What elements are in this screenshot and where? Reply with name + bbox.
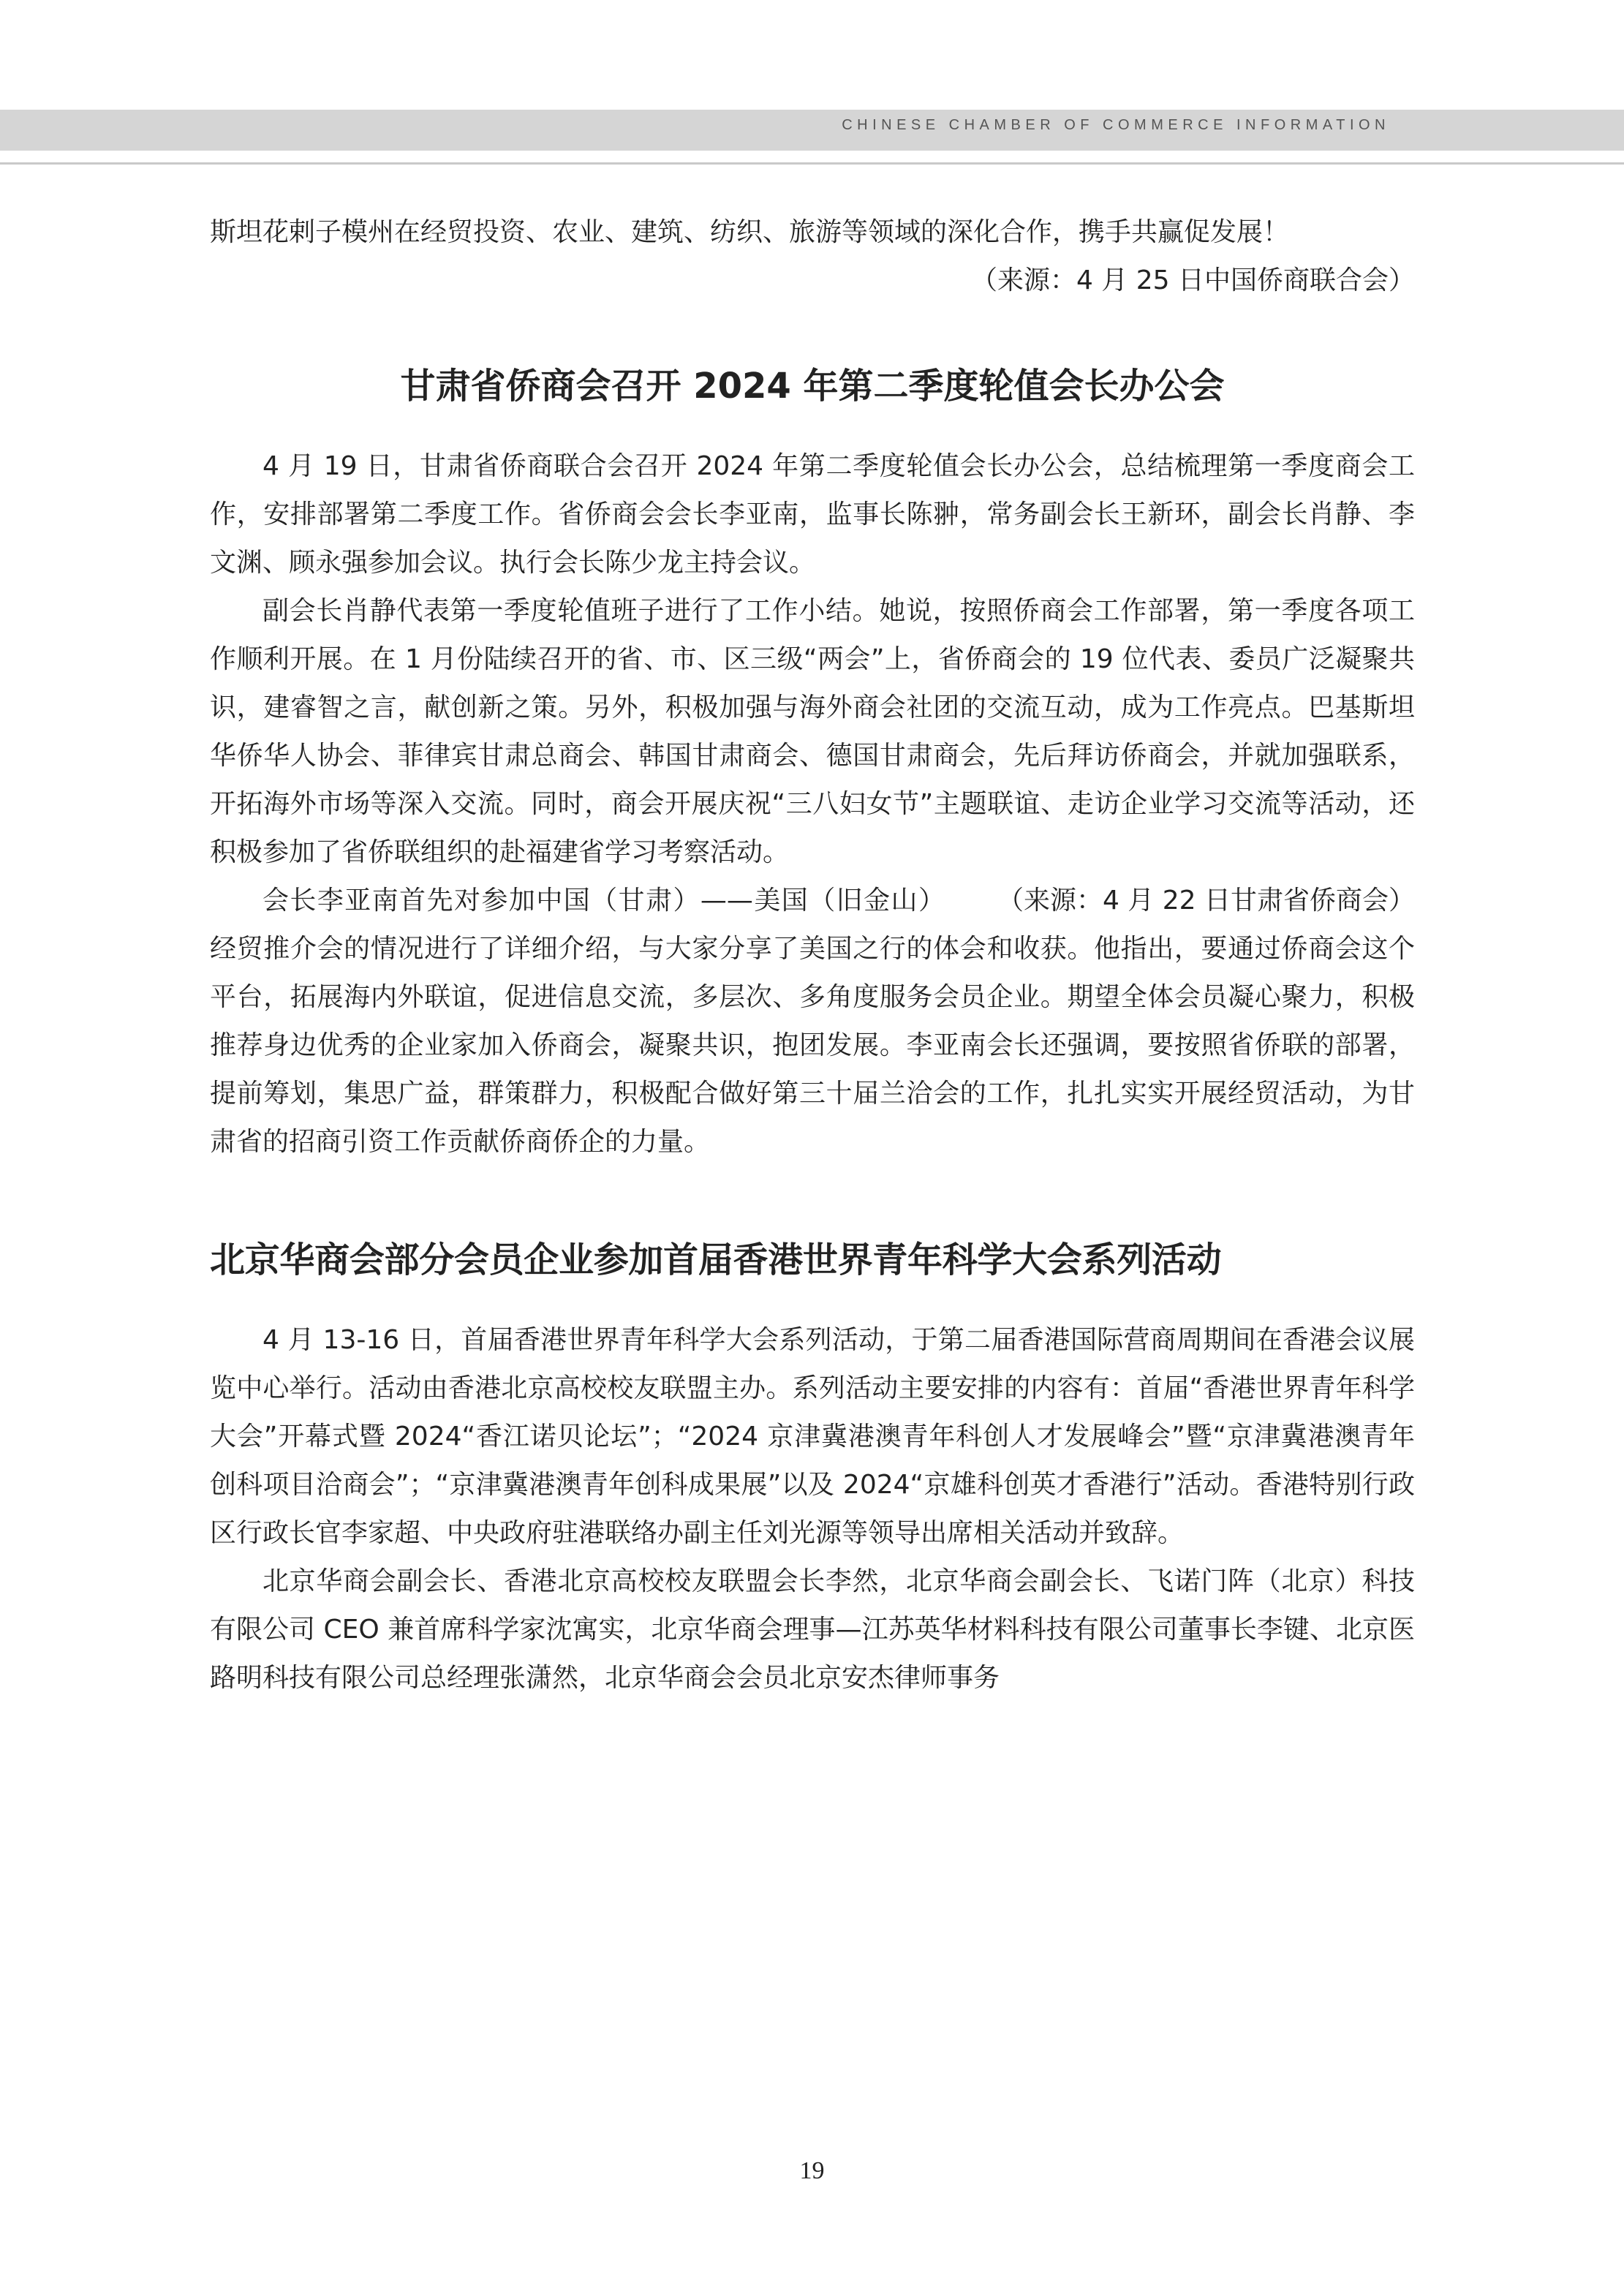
article1-paragraph [210,877,1415,1166]
intro-source: （来源：4 月 25 日中国侨商联合会） [970,265,1415,295]
intro-paragraph: 斯坦花剌子模州在经贸投资、农业、建筑、纺织、旅游等领域的深化合作，携手共赢促发展！ [210,217,1290,247]
running-header: CHINESE CHAMBER OF COMMERCE INFORMATION [842,117,1390,133]
article1-paragraph: 4 月 19 日，甘肃省侨商联合会召开 2024 年第二季度轮值会长办公会，总结梳理第一季度商会工作，安排部署第二季度工作。省侨商会会长李亚南，监事长陈翀，常务副会长王新环，副会长肖静、李文渊、顾永强参加会议。执行会长陈少龙主持会议。 [210,451,1415,578]
page-content [210,208,1415,1702]
article2-paragraph: 4 月 13-16 日，首届香港世界青年科学大会系列活动，于第二届香港国际营商周期间在香港会议展览中心举行。活动由香港北京高校校友联盟主办。系列活动主要安排的内容有：首届“香港世界青年科学大会”开幕式暨 2024“香江诺贝论坛”；“2024 京津冀港澳青年科创人才发展峰会”暨“京津冀港澳青年创科项目洽商会”；“京津冀港澳青年创科成果展”以及 2024“京雄科创英才香港行”活动。香港特别行政区行政长官李家超、中央政府驻港联络办副主任刘光源等领导出席相关活动并致辞。 [210,1325,1415,1548]
article2-title: 北京华商会部分会员企业参加首届香港世界青年科学大会系列活动 [210,1239,1222,1280]
page-number: 19 [799,2157,825,2184]
article1-paragraph: 副会长肖静代表第一季度轮值班子进行了工作小结。她说，按照侨商会工作部署，第一季度各项工作顺利开展。在 1 月份陆续召开的省、市、区三级“两会”上，省侨商会的 19 位代表、委员广泛凝聚共识，建睿智之言，献创新之策。另外，积极加强与海外商会社团的交流互动，成为工作亮点。巴基斯坦华侨华人协会、菲律宾甘肃总商会、韩国甘肃商会、德国甘肃商会，先后拜访侨商会，并就加强联系，开拓海外市场等深入交流。同时，商会开展庆祝“三八妇女节”主题联谊、走访企业学习交流等活动，还积极参加了省侨联组织的赴福建省学习考察活动。 [210,596,1415,867]
header-divider [0,162,1624,165]
article1-source: （来源：4 月 22 日甘肃省侨商会） [997,886,1415,916]
article1-paragraph-text: 会长李亚南首先对参加中国（甘肃）——美国（旧金山）经贸推介会的情况进行了详细介绍，与大家分享了美国之行的体会和收获。他指出，要通过侨商会这个平台，拓展海内外联谊，促进信息交流，多层次、多角度服务会员企业。期望全体会员凝心聚力，积极推荐身边优秀的企业家加入侨商会，凝聚共识，抱团发展。李亚南会长还强调，要按照省侨联的部署，提前筹划，集思广益，群策群力，积极配合做好第三十届兰洽会的工作，扎扎实实开展经贸活动，为甘肃省的招商引资工作贡献侨商侨企的力量。 [210,886,1415,1157]
article2-paragraph: 北京华商会副会长、香港北京高校校友联盟会长李然，北京华商会副会长、飞诺门阵（北京）科技有限公司 CEO 兼首席科学家沈寓实，北京华商会理事—江苏英华材料科技有限公司董事长李键、北京医路明科技有限公司总经理张潇然，北京华商会会员北京安杰律师事务 [210,1566,1415,1693]
article1-title: 甘肃省侨商会召开 2024 年第二季度轮值会长办公会 [400,366,1225,407]
